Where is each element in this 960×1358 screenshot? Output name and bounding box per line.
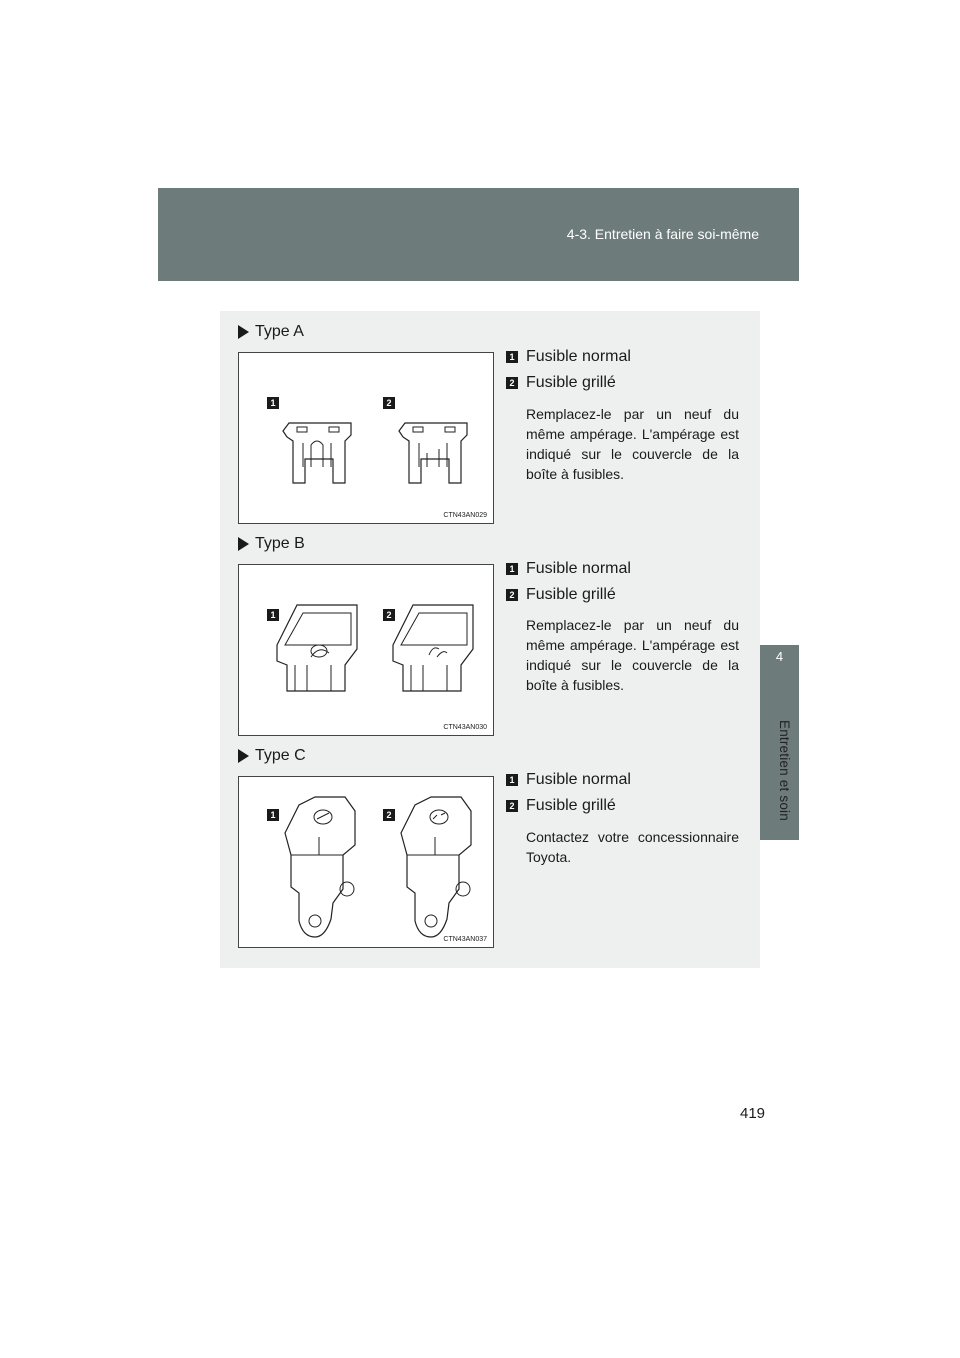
arrow-right-icon: [238, 325, 249, 339]
legend-text: Fusible normal: [526, 771, 631, 788]
type-a-heading: [238, 323, 304, 341]
callout-1: 1: [267, 809, 279, 821]
figure-type-a: [238, 352, 494, 524]
legend-number: 1: [506, 563, 518, 575]
cartridge-fuse-illustration: [239, 565, 493, 735]
legend-text: Fusible grillé: [526, 586, 616, 603]
bolt-fuse-illustration: [239, 777, 493, 947]
figure-code: CTN43AN029: [443, 512, 487, 519]
type-b-label: Type B: [255, 535, 305, 552]
figure-code: CTN43AN037: [443, 936, 487, 943]
figure-code: CTN43AN030: [443, 724, 487, 731]
legend-number: 1: [506, 351, 518, 363]
chapter-label: Entretien et soin: [777, 720, 792, 821]
page-number: 419: [740, 1105, 766, 1122]
type-c-heading: [238, 747, 306, 765]
description: Remplacez-le par un neuf du même ampérage. L'ampérage est indiqué sur le couvercle de la boîte à fusibles.: [526, 406, 739, 482]
type-b-heading: [238, 535, 305, 553]
legend-number: 2: [506, 800, 518, 812]
callout-2: 2: [383, 809, 395, 821]
legend-text: Fusible grillé: [526, 797, 616, 814]
legend-number: 1: [506, 774, 518, 786]
legend-text: Fusible normal: [526, 560, 631, 577]
description: Contactez votre concessionnaire Toyota.: [526, 829, 739, 865]
type-c-label: Type C: [255, 747, 306, 764]
legend-number: 2: [506, 589, 518, 601]
type-a-label: Type A: [255, 323, 304, 340]
legend-text: Fusible normal: [526, 348, 631, 365]
legend-item: [506, 771, 631, 789]
callout-1: 1: [267, 609, 279, 621]
legend-item: [506, 560, 631, 578]
callout-2: 2: [383, 397, 395, 409]
callout-2: 2: [383, 609, 395, 621]
header-bar: [158, 188, 799, 281]
legend-item: [506, 797, 616, 815]
legend-text: Fusible grillé: [526, 374, 616, 391]
description: Remplacez-le par un neuf du même ampérage. L'ampérage est indiqué sur le couvercle de la boîte à fusibles.: [526, 617, 739, 693]
legend-item: [506, 586, 616, 604]
callout-1: 1: [267, 397, 279, 409]
legend-item: [506, 374, 616, 392]
arrow-right-icon: [238, 749, 249, 763]
blade-fuse-illustration: [239, 353, 493, 523]
figure-type-b: [238, 564, 494, 736]
arrow-right-icon: [238, 537, 249, 551]
legend-item: [506, 348, 631, 366]
legend-number: 2: [506, 377, 518, 389]
chapter-number: 4: [775, 649, 784, 664]
figure-type-c: [238, 776, 494, 948]
section-title: 4-3. Entretien à faire soi-même: [566, 226, 759, 242]
